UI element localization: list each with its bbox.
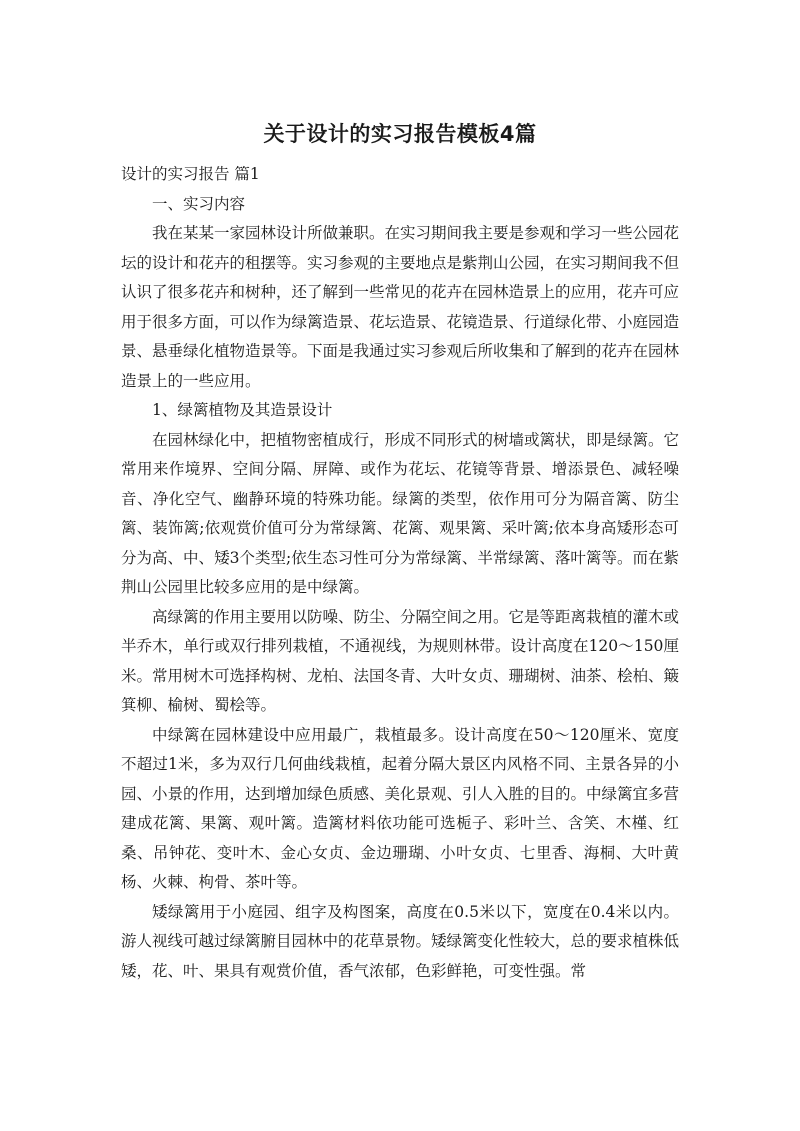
section-heading: 设计的实习报告 篇1: [121, 165, 260, 183]
paragraph: 高绿篱的作用主要用以防噪、防尘、分隔空间之用。它是等距离栽植的灌木或半乔木，单行或双行排列栽植，不通视线，为规则林带。设计高度在120～150厘米。常用树木可选择构树、龙柏、法国冬青、大叶女贞、珊瑚树、油茶、桧柏、簸箕柳、榆树、蜀桧等。: [121, 607, 680, 714]
paragraph: 矮绿篱用于小庭园、组字及构图案，高度在0.5米以下，宽度在0.4米以内。游人视线可越过绿篱腑目园林中的花草景物。矮绿篱变化性较大，总的要求植株低矮，花、叶、果具有观赏价值，香气浓郁，色彩鲜艳，可变性强。常: [121, 902, 680, 980]
paragraph: 1、绿篱植物及其造景设计: [152, 401, 333, 419]
paragraph: 在园林绿化中，把植物密植成行，形成不同形式的树墙或篱状，即是绿篱。它常用来作境界、空间分隔、屏障、或作为花坛、花镜等背景、增添景色、减轻噪音、净化空气、幽静环境的特殊功能。绿篱的类型，依作用可分为隔音篱、防尘篱、装饰篱;依观赏价值可分为常绿篱、花篱、观果篱、采叶篱;依本身高矮形态可分为高、中、矮3个类型;依生态习性可分为常绿篱、半常绿篱、落叶篱等。而在紫荆山公园里比较多应用的是中绿篱。: [121, 430, 680, 596]
document-body: [121, 160, 679, 986]
paragraph: 中绿篱在园林建设中应用最广，栽植最多。设计高度在50～120厘米、宽度不超过1米，多为双行几何曲线栽植，起着分隔大景区内风格不同、主景各异的小园、小景的作用，达到增加绿色质感、美化景观、引人入胜的目的。中绿篱宜多营建成花篱、果篱、观叶篱。造篱材料依功能可选栀子、彩叶兰、含笑、木槿、红桑、吊钟花、变叶木、金心女贞、金边珊瑚、小叶女贞、七里香、海桐、大叶黄杨、火棘、枸骨、茶叶等。: [121, 725, 680, 891]
paragraph: 一、实习内容: [152, 194, 246, 213]
paragraph: 我在某某一家园林设计所做兼职。在实习期间我主要是参观和学习一些公园花坛的设计和花卉的租摆等。实习参观的主要地点是紫荆山公园，在实习期间我不但认识了很多花卉和树种，还了解到一些常见的花卉在园林造景上的应用，花卉可应用于很多方面，可以作为绿篱造景、花坛造景、花镜造景、行道绿化带、小庭园造景、悬垂绿化植物造景等。下面是我通过实习参观后所收集和了解到的花卉在园林造景上的一些应用。: [121, 224, 680, 390]
document-title: 关于设计的实习报告模板4篇: [263, 122, 537, 146]
